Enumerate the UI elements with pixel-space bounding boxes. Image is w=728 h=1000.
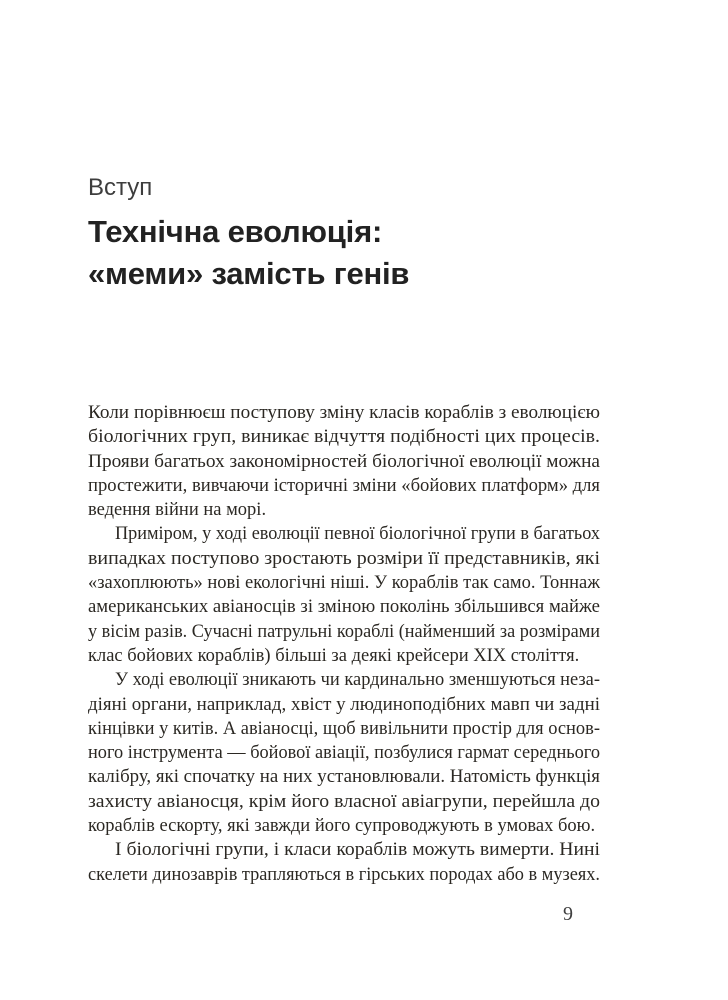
- text-line-content: захисту авіаносця, крім його власної авіагрупи, перейшла до: [88, 791, 600, 812]
- text-line-content: у вісім разів. Сучасні патрульні кораблі (найменший за розмірами: [88, 621, 600, 642]
- text-line-content: У ході еволюції зникають чи кардинально зменшуються неза-: [115, 670, 600, 691]
- text-line-content: американських авіаносців зі зміною поколінь збільшився майже: [88, 597, 600, 618]
- text-line: [88, 644, 600, 668]
- text-line-content: ного інструмента — бойової авіації, позбулися гармат середнього: [88, 743, 600, 764]
- text-line-content: І біологічні групи, і класи кораблів можуть вимерти. Нині: [115, 840, 600, 861]
- text-line-content: діяні органи, наприклад, хвіст у людиноподібних мавп чи задні: [88, 694, 600, 715]
- paragraph: [88, 401, 600, 522]
- text-line: [88, 595, 600, 619]
- text-line: [88, 522, 600, 546]
- text-line-content: Приміром, у ході еволюції певної біологічної групи в багатьох: [115, 524, 600, 545]
- text-line-content: Коли порівнюєш поступову зміну класів кораблів з еволюцією: [88, 403, 600, 423]
- text-line-content: «захоплюють» нові екологічні ніші. У кораблів так само. Тоннаж: [88, 573, 600, 594]
- text-line-content: кінцівки у китів. А авіаносці, щоб вивільнити простір для основ-: [88, 718, 600, 739]
- text-line: [88, 863, 600, 887]
- text-line: [88, 425, 600, 449]
- paragraph: [88, 668, 600, 838]
- paragraph: [88, 838, 600, 887]
- text-line: [88, 717, 600, 741]
- text-line-content: клас бойових кораблів) більші за деякі крейсери XIX століття.: [88, 645, 580, 666]
- text-line-content: ведення війни на морі.: [88, 500, 267, 521]
- text-line: [88, 498, 600, 522]
- page-number: 9: [563, 903, 573, 925]
- text-line-content: біологічних груп, виникає відчуття подібності цих процесів.: [88, 427, 600, 448]
- text-line: [88, 571, 600, 595]
- chapter-title-line-1: Технічна еволюція:: [88, 214, 383, 249]
- text-line: [88, 741, 600, 765]
- text-line-content: калібру, які спочатку на них установлювали. Натомість функція: [88, 767, 600, 788]
- text-line-content: випадках поступово зростають розміри її представників, які: [88, 548, 600, 569]
- text-line: [88, 814, 600, 838]
- text-line: [88, 620, 600, 644]
- text-line: [88, 790, 600, 814]
- text-line: [88, 693, 600, 717]
- paragraph: [88, 522, 600, 668]
- body-text: [88, 401, 600, 887]
- text-line: [88, 765, 600, 789]
- text-line: [88, 547, 600, 571]
- text-line-content: скелети динозаврів трапляються в гірських породах або в музеях.: [88, 864, 600, 885]
- chapter-kicker: Вступ: [88, 174, 153, 201]
- text-line: [88, 474, 600, 498]
- text-line-content: простежити, вивчаючи історичні зміни «бойових платформ» для: [88, 475, 600, 496]
- text-line: [88, 838, 600, 862]
- text-line: [88, 450, 600, 474]
- chapter-title-line-2: «меми» замість генів: [88, 256, 410, 291]
- chapter-title: [88, 211, 409, 295]
- text-line: [88, 668, 600, 692]
- text-line: [88, 401, 600, 425]
- text-line-content: Прояви багатьох закономірностей біологічної еволюції можна: [88, 451, 600, 472]
- text-line-content: кораблів ескорту, які завжди його супроводжують в умовах бою.: [88, 816, 596, 837]
